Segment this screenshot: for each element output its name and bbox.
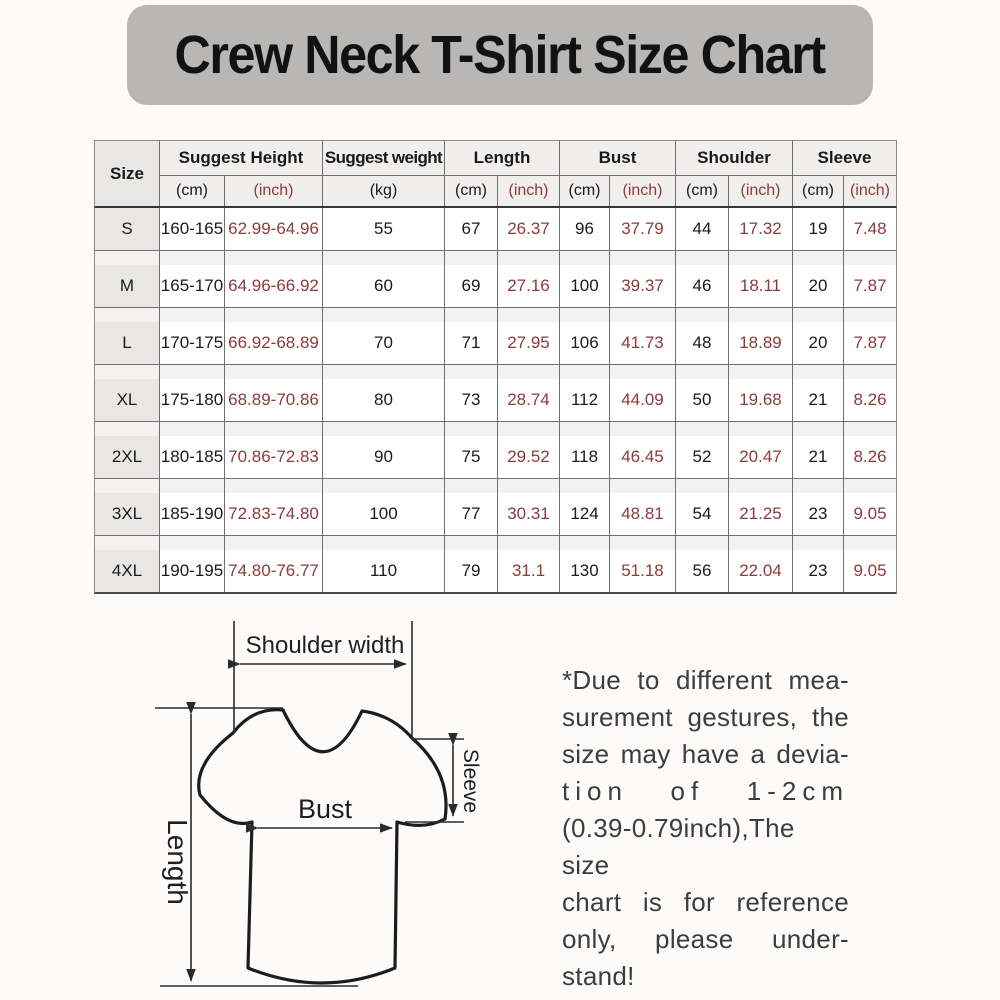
- header-bust: Bust: [560, 141, 676, 175]
- shoulder-inch-cell: 21.25: [729, 493, 793, 535]
- unit-bust-cm: (cm): [560, 175, 610, 206]
- shoulder-cm-cell: 56: [676, 550, 729, 592]
- sleeve-cm-cell: 21: [793, 379, 844, 421]
- height-cm-cell: 160-165: [160, 208, 225, 250]
- weight-kg-cell: 110: [323, 550, 445, 592]
- bust-cm-cell: 130: [560, 550, 610, 592]
- table-row-4xl: [95, 550, 896, 592]
- size-cell: XL: [95, 379, 160, 421]
- table-row-l: [95, 322, 896, 364]
- unit-height-cm: (cm): [160, 175, 225, 206]
- row-separator: [95, 307, 896, 322]
- sleeve-cm-cell: 19: [793, 208, 844, 250]
- shoulder-cm-cell: 54: [676, 493, 729, 535]
- sleeve-inch-cell: 8.26: [853, 447, 887, 466]
- row-separator: [95, 364, 896, 379]
- height-cm-cell: 190-195: [160, 550, 225, 592]
- height-inch-cell: 72.83-74.80: [225, 493, 323, 535]
- header-length: Length: [445, 141, 560, 175]
- shoulder-inch-cell: 18.11: [729, 265, 793, 307]
- table-body: [94, 208, 897, 594]
- header-suggest-height: Suggest Height: [160, 141, 323, 175]
- sleeve-cm-cell: 20: [793, 265, 844, 307]
- measurement-disclaimer: [562, 662, 849, 995]
- table-row-2xl: [95, 436, 896, 478]
- length-inch-cell: 28.74: [498, 379, 560, 421]
- bust-inch-cell: 44.09: [610, 379, 676, 421]
- title-banner: [127, 5, 873, 105]
- size-cell: 2XL: [95, 436, 160, 478]
- weight-kg-cell: 100: [323, 493, 445, 535]
- row-separator: [95, 478, 896, 493]
- shoulder-inch-cell: 17.32: [729, 208, 793, 250]
- weight-kg-cell: 90: [323, 436, 445, 478]
- tshirt-diagram: [100, 615, 570, 1000]
- bust-inch-cell: 51.18: [610, 550, 676, 592]
- unit-sleeve-inch: (inch): [844, 175, 896, 206]
- sleeve-cm-cell: 20: [793, 322, 844, 364]
- sleeve-inch-cell: 9.05: [853, 561, 887, 580]
- length-inch-cell: 27.95: [498, 322, 560, 364]
- length-cm-cell: 69: [445, 265, 498, 307]
- bust-inch-cell: 41.73: [610, 322, 676, 364]
- size-chart-table: [94, 140, 897, 594]
- bust-inch-cell: 39.37: [610, 265, 676, 307]
- height-inch-cell: 74.80-76.77: [225, 550, 323, 592]
- bust-cm-cell: 106: [560, 322, 610, 364]
- height-cm-cell: 170-175: [160, 322, 225, 364]
- shoulder-cm-cell: 46: [676, 265, 729, 307]
- height-inch-cell: 68.89-70.86: [225, 379, 323, 421]
- weight-kg-cell: 70: [323, 322, 445, 364]
- sleeve-label: Sleeve: [459, 748, 482, 814]
- bust-cm-cell: 118: [560, 436, 610, 478]
- row-separator: [95, 250, 896, 265]
- length-inch-cell: 26.37: [498, 208, 560, 250]
- length-inch-cell: 27.16: [498, 265, 560, 307]
- size-cell: 3XL: [95, 493, 160, 535]
- height-inch-cell: 66.92-68.89: [225, 322, 323, 364]
- height-cm-cell: 185-190: [160, 493, 225, 535]
- shoulder-cm-cell: 50: [676, 379, 729, 421]
- sleeve-inch-cell: 7.87: [853, 276, 887, 295]
- disclaimer-line: size may have a devia-: [562, 739, 849, 769]
- sleeve-cm-cell: 23: [793, 550, 844, 592]
- shoulder-cm-cell: 52: [676, 436, 729, 478]
- table-header: [94, 140, 897, 208]
- table-row-3xl: [95, 493, 896, 535]
- row-separator: [95, 421, 896, 436]
- weight-kg-cell: 80: [323, 379, 445, 421]
- length-cm-cell: 75: [445, 436, 498, 478]
- sleeve-cm-cell: 21: [793, 436, 844, 478]
- shoulder-inch-cell: 22.04: [729, 550, 793, 592]
- size-cell: L: [95, 322, 160, 364]
- shoulder-cm-cell: 44: [676, 208, 729, 250]
- disclaimer-line: stand!: [562, 961, 635, 991]
- bust-inch-cell: 37.79: [610, 208, 676, 250]
- length-label: Length: [162, 819, 193, 905]
- disclaimer-line: chart is for reference: [562, 887, 849, 917]
- bust-cm-cell: 100: [560, 265, 610, 307]
- unit-bust-inch: (inch): [610, 175, 676, 206]
- row-separator: [95, 535, 896, 550]
- sleeve-inch-cell: 9.05: [853, 504, 887, 523]
- table-row-xl: [95, 379, 896, 421]
- sleeve-inch-cell: 7.87: [853, 333, 887, 352]
- height-inch-cell: 70.86-72.83: [225, 436, 323, 478]
- length-inch-cell: 31.1: [498, 550, 560, 592]
- tshirt-outline: [199, 710, 446, 983]
- length-cm-cell: 79: [445, 550, 498, 592]
- weight-kg-cell: 55: [323, 208, 445, 250]
- disclaimer-line: surement gestures, the: [562, 702, 849, 732]
- bust-cm-cell: 112: [560, 379, 610, 421]
- bust-cm-cell: 96: [560, 208, 610, 250]
- length-cm-cell: 77: [445, 493, 498, 535]
- shoulder-cm-cell: 48: [676, 322, 729, 364]
- table-row-s: [95, 208, 896, 250]
- bust-label: Bust: [297, 794, 353, 824]
- unit-weight-kg: (kg): [323, 175, 445, 206]
- header-size: Size: [95, 141, 160, 206]
- size-cell: M: [95, 265, 160, 307]
- header-shoulder: Shoulder: [676, 141, 793, 175]
- sleeve-inch-cell: 7.48: [853, 219, 887, 238]
- weight-kg-cell: 60: [323, 265, 445, 307]
- disclaimer-line: (0.39-0.79inch),The size: [562, 813, 795, 880]
- sleeve-cm-cell: 23: [793, 493, 844, 535]
- unit-shoulder-inch: (inch): [729, 175, 793, 206]
- length-inch-cell: 30.31: [498, 493, 560, 535]
- bust-cm-cell: 124: [560, 493, 610, 535]
- page-title: Crew Neck T-Shirt Size Chart: [174, 25, 826, 85]
- unit-height-inch: (inch): [225, 175, 323, 206]
- shoulder-width-label: Shoulder width: [245, 632, 405, 659]
- bust-inch-cell: 48.81: [610, 493, 676, 535]
- disclaimer-line: *Due to different mea-: [562, 665, 849, 695]
- disclaimer-line: only, please under-: [562, 924, 849, 954]
- shoulder-inch-cell: 18.89: [729, 322, 793, 364]
- height-inch-cell: 62.99-64.96: [225, 208, 323, 250]
- sleeve-inch-cell: 8.26: [853, 390, 887, 409]
- unit-length-cm: (cm): [445, 175, 498, 206]
- size-cell: S: [95, 208, 160, 250]
- unit-shoulder-cm: (cm): [676, 175, 729, 206]
- unit-sleeve-cm: (cm): [793, 175, 844, 206]
- length-cm-cell: 71: [445, 322, 498, 364]
- bust-inch-cell: 46.45: [610, 436, 676, 478]
- height-cm-cell: 175-180: [160, 379, 225, 421]
- height-cm-cell: 165-170: [160, 265, 225, 307]
- height-cm-cell: 180-185: [160, 436, 225, 478]
- header-suggest-weight: Suggest weight: [323, 141, 445, 175]
- disclaimer-line: tion of 1-2cm: [562, 776, 849, 806]
- length-inch-cell: 29.52: [498, 436, 560, 478]
- size-cell: 4XL: [95, 550, 160, 592]
- shoulder-inch-cell: 19.68: [729, 379, 793, 421]
- table-row-m: [95, 265, 896, 307]
- unit-length-inch: (inch): [498, 175, 560, 206]
- length-cm-cell: 67: [445, 208, 498, 250]
- length-cm-cell: 73: [445, 379, 498, 421]
- shoulder-inch-cell: 20.47: [729, 436, 793, 478]
- height-inch-cell: 64.96-66.92: [225, 265, 323, 307]
- header-sleeve: Sleeve: [817, 148, 872, 167]
